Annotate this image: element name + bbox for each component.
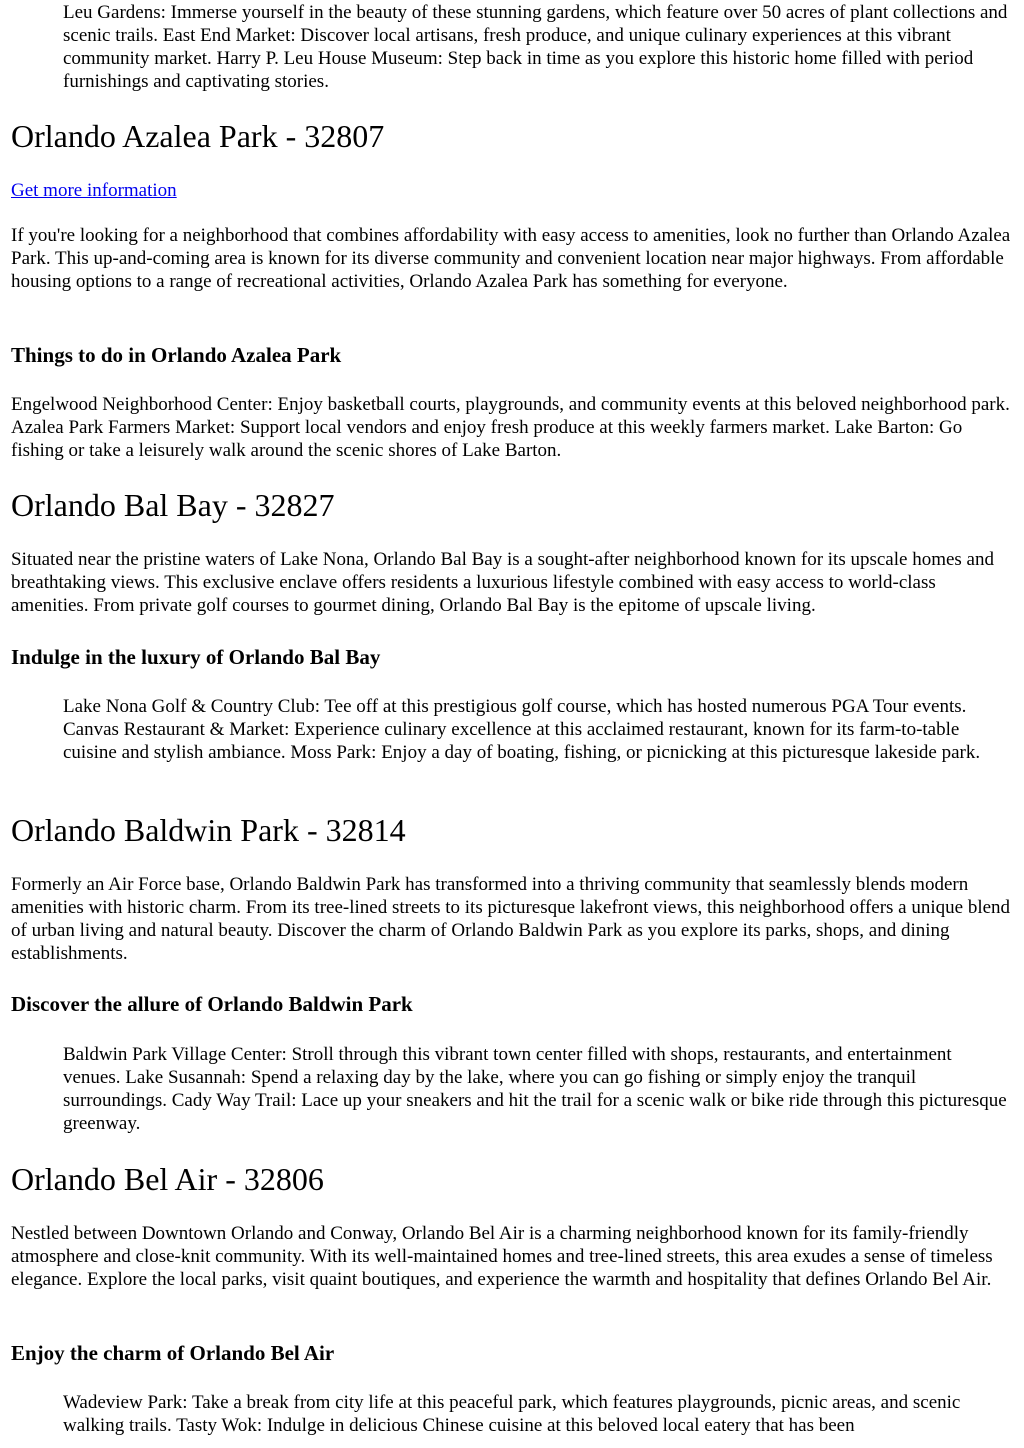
subheading-bal-bay: Indulge in the luxury of Orlando Bal Bay [11,645,381,669]
heading-azalea-park: Orlando Azalea Park - 32807 [11,118,385,154]
paragraph-bal-bay: Situated near the pristine waters of Lake Nona, Orlando Bal Bay is a sought-after neighborhood known for its upscale homes and breathtaking views. This exclusive enclave offers residents a luxurious lifestyle combined with easy access to world-class amenities. From private golf courses to gourmet dining, Orlando Bal Bay is the epitome of upscale living. [11,549,994,616]
paragraph-bel-air: Nestled between Downtown Orlando and Conway, Orlando Bel Air is a charming neighborhood known for its family-friendly atmosphere and close-knit community. With its well-maintained homes and tree-lined streets, this area exudes a sense of timeless elegance. Explore the local parks, visit quaint boutiques, and experience the warmth and hospitality that defines Orlando Bel Air. [11,1223,993,1290]
get-more-information-link[interactable]: Get more information [11,180,177,201]
detail-bal-bay: Lake Nona Golf & Country Club: Tee off at this prestigious golf course, which has hosted numerous PGA Tour events. Canvas Restaurant & Market: Experience culinary excellence at this acclaimed restaurant, known for its farm-to-table cuisine and stylish ambiance. Moss Park: Enjoy a day of boating, fishing, or picnicking at this picturesque lakeside park. [63,696,981,763]
detail-bel-air: Wadeview Park: Take a break from city life at this peaceful park, which features playgrounds, picnic areas, and scenic walking trails. Tasty Wok: Indulge in delicious Chinese cuisine at this beloved local eatery that has been [63,1392,961,1436]
heading-bel-air: Orlando Bel Air - 32806 [11,1161,324,1197]
intro-quote: Leu Gardens: Immerse yourself in the beauty of these stunning gardens, which feature over 50 acres of plant collections and scenic trails. East End Market: Discover local artisans, fresh produce, and unique culinary experiences at this vibrant community market. Harry P. Leu House Museum: Step back in time as you explore this historic home filled with period furnishings and captivating stories. [63,2,1008,92]
paragraph-azalea-park: If you're looking for a neighborhood that combines affordability with easy access to amenities, look no further than Orlando Azalea Park. This up-and-coming area is known for its diverse community and convenient location near major highways. From affordable housing options to a range of recreational activities, Orlando Azalea Park has something for everyone. [11,225,1011,292]
heading-baldwin-park: Orlando Baldwin Park - 32814 [11,812,406,848]
detail-baldwin-park: Baldwin Park Village Center: Stroll through this vibrant town center filled with shops, restaurants, and entertainment venues. Lake Susannah: Spend a relaxing day by the lake, where you can go fishing or simply enjoy the tranquil surroundings. Cady Way Trail: Lace up your sneakers and hit the trail for a scenic walk or bike ride through this picturesque greenway. [63,1044,1007,1134]
subheading-bel-air: Enjoy the charm of Orlando Bel Air [11,1341,335,1365]
paragraph-baldwin-park: Formerly an Air Force base, Orlando Baldwin Park has transformed into a thriving community that seamlessly blends modern amenities with historic charm. From its tree-lined streets to its picturesque lakefront views, this neighborhood offers a unique blend of urban living and natural beauty. Discover the charm of Orlando Baldwin Park as you explore its parks, shops, and dining establishments. [11,874,1011,964]
subheading-baldwin-park: Discover the allure of Orlando Baldwin Park [11,992,413,1016]
detail-azalea-park: Engelwood Neighborhood Center: Enjoy basketball courts, playgrounds, and community events at this beloved neighborhood park. Azalea Park Farmers Market: Support local vendors and enjoy fresh produce at this weekly farmers market. Lake Barton: Go fishing or take a leisurely walk around the scenic shores of Lake Barton. [11,394,1010,461]
heading-bal-bay: Orlando Bal Bay - 32827 [11,487,335,523]
subheading-azalea-park: Things to do in Orlando Azalea Park [11,343,342,367]
